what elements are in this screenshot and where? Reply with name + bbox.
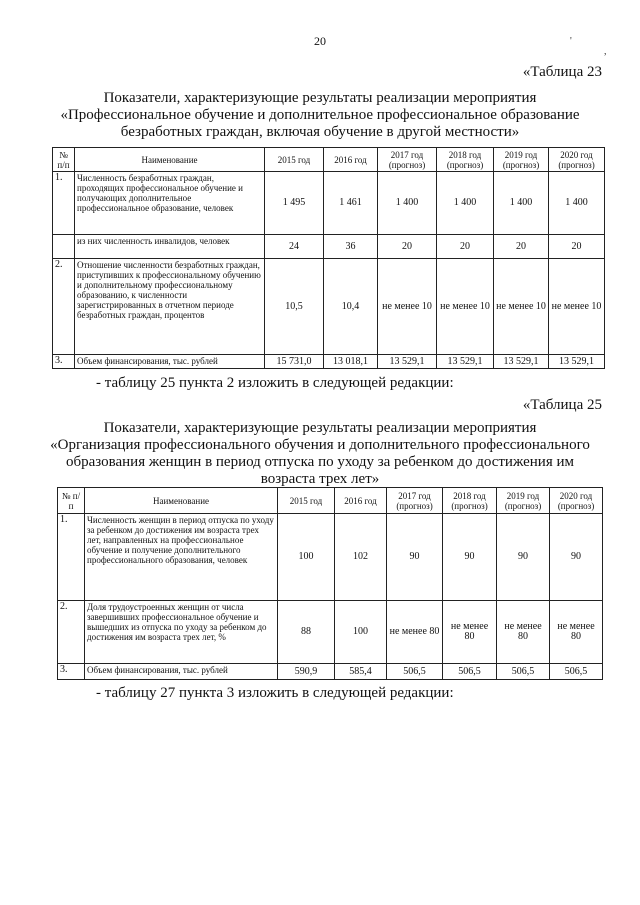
- table-row: [53, 235, 605, 259]
- row-number: 3.: [53, 355, 75, 369]
- title-line: возраста трех лет»: [260, 471, 380, 487]
- cell-value: 10,4: [324, 259, 378, 355]
- row-number: 2.: [58, 601, 85, 664]
- cell-value: 506,5: [387, 664, 443, 680]
- row-number: 2.: [53, 259, 75, 355]
- header-row: [53, 148, 605, 172]
- cell-value: 1 461: [324, 172, 378, 235]
- cell-value: не менее 80: [550, 601, 603, 664]
- cell-value: 90: [443, 514, 497, 601]
- col-header-2020: 2020 год (прогноз): [549, 148, 605, 172]
- cell-value: 36: [324, 235, 378, 259]
- cell-value: не менее 80: [497, 601, 550, 664]
- cell-value: 506,5: [497, 664, 550, 680]
- row-name: из них численность инвалидов, человек: [75, 235, 265, 259]
- cell-value: 506,5: [443, 664, 497, 680]
- cell-value: не менее 80: [387, 601, 443, 664]
- row-name: Доля трудоустроенных женщин от числа завершивших профессиональное обучение и вышедших из отпуска по уходу за ребенком до достижения им возраста трех лет, %: [85, 601, 278, 664]
- cell-value: 88: [278, 601, 335, 664]
- title-line: «Профессиональное обучение и дополнительное профессиональное образование: [60, 107, 580, 123]
- cell-value: не менее 10: [378, 259, 437, 355]
- cell-value: не менее 10: [494, 259, 549, 355]
- cell-value: 10,5: [265, 259, 324, 355]
- col-header-name: Наименование: [85, 488, 278, 514]
- cell-value: 15 731,0: [265, 355, 324, 369]
- cell-value: 24: [265, 235, 324, 259]
- cell-value: не менее 10: [437, 259, 494, 355]
- cell-value: 1 400: [494, 172, 549, 235]
- cell-value: 1 495: [265, 172, 324, 235]
- cell-value: 20: [378, 235, 437, 259]
- cell-value: 1 400: [437, 172, 494, 235]
- col-header-2018: 2018 год (прогноз): [443, 488, 497, 514]
- row-number: 1.: [53, 172, 75, 235]
- note-table27: - таблицу 27 пункта 3 изложить в следующей редакции:: [96, 685, 454, 701]
- row-name: Объем финансирования, тыс. рублей: [85, 664, 278, 680]
- col-header-2016: 2016 год: [335, 488, 387, 514]
- col-header-number: № п/п: [58, 488, 85, 514]
- cell-value: 100: [278, 514, 335, 601]
- table-23: [52, 147, 605, 369]
- row-name: Численность женщин в период отпуска по уходу за ребенком до достижения им возраста трех лет, направленных на профессиональное обучение и получение дополнительного профессионального образования, человек: [85, 514, 278, 601]
- title-line: безработных граждан, включая обучение в другой местности»: [120, 124, 520, 140]
- cell-value: 585,4: [335, 664, 387, 680]
- row-number: 1.: [58, 514, 85, 601]
- cell-value: 20: [437, 235, 494, 259]
- cell-value: не менее 10: [549, 259, 605, 355]
- cell-value: 20: [549, 235, 605, 259]
- table25-reference: «Таблица 25: [522, 397, 602, 413]
- title-line: образования женщин в период отпуска по уходу за ребенком до достижения им: [65, 454, 574, 470]
- table-row: [53, 172, 605, 235]
- cell-value: 13 529,1: [378, 355, 437, 369]
- title-line: «Организация профессионального обучения и дополнительного профессионального: [50, 437, 590, 453]
- cell-value: 506,5: [550, 664, 603, 680]
- col-header-2016: 2016 год: [324, 148, 378, 172]
- cell-value: 13 529,1: [549, 355, 605, 369]
- col-header-2017: 2017 год (прогноз): [378, 148, 437, 172]
- table-row: [53, 355, 605, 369]
- cell-value: 1 400: [378, 172, 437, 235]
- table23-title: [40, 90, 600, 141]
- row-name: Объем финансирования, тыс. рублей: [75, 355, 265, 369]
- cell-value: 13 529,1: [437, 355, 494, 369]
- cell-value: 13 529,1: [494, 355, 549, 369]
- col-header-2018: 2018 год (прогноз): [437, 148, 494, 172]
- col-header-name: Наименование: [75, 148, 265, 172]
- cell-value: 590,9: [278, 664, 335, 680]
- col-header-2015: 2015 год: [278, 488, 335, 514]
- page-number: 20: [314, 34, 326, 48]
- note-table25: - таблицу 25 пункта 2 изложить в следующей редакции:: [96, 375, 454, 391]
- cell-value: 100: [335, 601, 387, 664]
- title-line: Показатели, характеризующие результаты реализации мероприятия: [103, 90, 537, 106]
- scan-speck: ,: [604, 46, 607, 57]
- col-header-2020: 2020 год (прогноз): [550, 488, 603, 514]
- cell-value: 1 400: [549, 172, 605, 235]
- table-row: [58, 601, 603, 664]
- table-row: [53, 259, 605, 355]
- header-row: [58, 488, 603, 514]
- col-header-number: № п/п: [53, 148, 75, 172]
- cell-value: 90: [497, 514, 550, 601]
- cell-value: 102: [335, 514, 387, 601]
- table25-title: [40, 420, 600, 488]
- row-number: 3.: [58, 664, 85, 680]
- scan-speck: ': [570, 36, 572, 47]
- row-number: [53, 235, 75, 259]
- cell-value: 20: [494, 235, 549, 259]
- cell-value: 13 018,1: [324, 355, 378, 369]
- cell-value: не менее 80: [443, 601, 497, 664]
- table-row: [58, 514, 603, 601]
- cell-value: 90: [387, 514, 443, 601]
- col-header-2019: 2019 год (прогноз): [497, 488, 550, 514]
- cell-value: 90: [550, 514, 603, 601]
- table-25: [57, 487, 603, 680]
- table-row: [58, 664, 603, 680]
- row-name: Численность безработных граждан, проходящих профессиональное обучение и получающих дополнительное профессиональное образование, человек: [75, 172, 265, 235]
- col-header-2015: 2015 год: [265, 148, 324, 172]
- table23-reference: «Таблица 23: [522, 64, 602, 80]
- title-line: Показатели, характеризующие результаты реализации мероприятия: [103, 420, 537, 436]
- row-name: Отношение численности безработных граждан, приступивших к профессиональному обучению и дополнительному профессиональному образованию, к численности зарегистрированных в отчетном периоде безработных граждан, процентов: [75, 259, 265, 355]
- col-header-2019: 2019 год (прогноз): [494, 148, 549, 172]
- col-header-2017: 2017 год (прогноз): [387, 488, 443, 514]
